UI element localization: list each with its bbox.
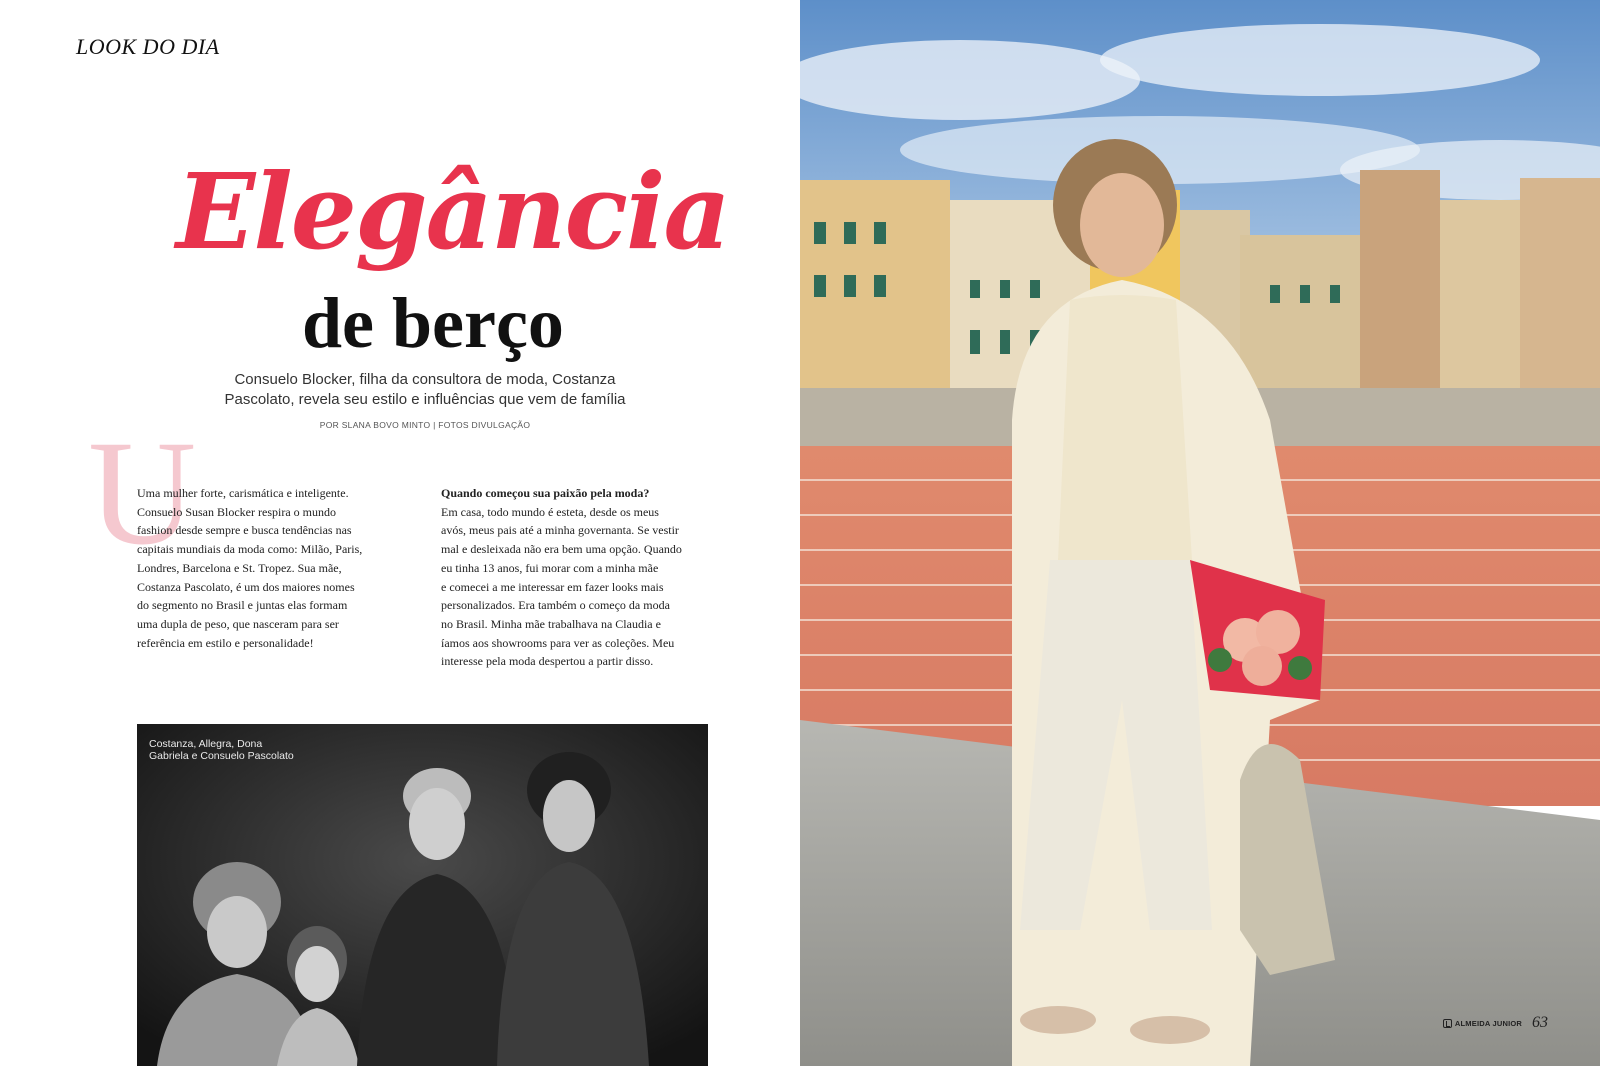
- headline-script: Elegância: [176, 150, 729, 273]
- intro-line: fashion desde sempre e busca tendências nas: [137, 523, 352, 538]
- answer-line: Em casa, todo mundo é esteta, desde os meus: [441, 504, 659, 519]
- drop-cap: U: [88, 410, 197, 576]
- intro-line: uma dupla de peso, que nasceram para ser: [137, 616, 339, 631]
- deck-line: Pascolato, revela seu estilo e influências que vem de família: [224, 391, 626, 408]
- section-label: LOOK DO DIA: [76, 34, 220, 59]
- caption-line: Costanza, Allegra, Dona: [149, 738, 263, 750]
- headline-sub: de berço: [302, 283, 564, 363]
- deck-line: Consuelo Blocker, filha da consultora de moda, Costanza: [234, 371, 616, 388]
- intro-line: do segmento no Brasil e juntas elas formam: [137, 598, 348, 613]
- answer-line: personalizados. Era também o começo da moda: [441, 598, 670, 613]
- intro-line: Uma mulher forte, carismática e inteligente.: [137, 486, 349, 500]
- page-number: 63: [1532, 1014, 1548, 1031]
- intro-line: Consuelo Susan Blocker respira o mundo: [137, 504, 336, 519]
- answer-line: avós, meus pais até a minha governanta. Se vestir: [441, 523, 679, 538]
- publisher-logo-icon: [1443, 1019, 1452, 1028]
- intro-line: capitais mundiais da moda como: Milão, Paris,: [137, 542, 363, 557]
- answer-line: no Brasil. Minha mãe trabalhava na Claudia e: [441, 616, 661, 631]
- caption-line: Gabriela e Consuelo Pascolato: [149, 750, 294, 762]
- intro-column: [137, 484, 407, 652]
- photo-caption: [149, 738, 294, 762]
- portrait-photo: [800, 0, 1600, 1066]
- interview-column: [441, 484, 713, 671]
- intro-line: referência em estilo e personalidade!: [137, 635, 314, 650]
- answer-line: íamos aos showrooms para ver as coleções. Meu: [441, 635, 675, 650]
- answer-line: eu tinha 13 anos, fui morar com a minha mãe: [441, 560, 659, 575]
- brand-mark: [1443, 1019, 1522, 1028]
- interview-question: Quando começou sua paixão pela moda?: [441, 486, 650, 500]
- answer-line: e comecei a me interessar em fazer looks mais: [441, 579, 664, 594]
- intro-line: Londres, Barcelona e St. Tropez. Sua mãe,: [137, 560, 342, 575]
- family-photo: [137, 724, 708, 1066]
- right-page: [800, 0, 1600, 1066]
- family-photo-illustration: [137, 724, 708, 1066]
- answer-line: interesse pela moda despertou a partir disso.: [441, 654, 654, 669]
- answer-line: mal e desleixada não era bem uma opção. Quando: [441, 542, 682, 557]
- page-footer: [1443, 1014, 1548, 1032]
- byline: POR SLANA BOVO MINTO | FOTOS DIVULGAÇÃO: [319, 420, 531, 430]
- intro-line: Costanza Pascolato, é um dos maiores nomes: [137, 579, 355, 594]
- brand-name: ALMEIDA JUNIOR: [1454, 1018, 1522, 1028]
- article-deck: [180, 370, 670, 410]
